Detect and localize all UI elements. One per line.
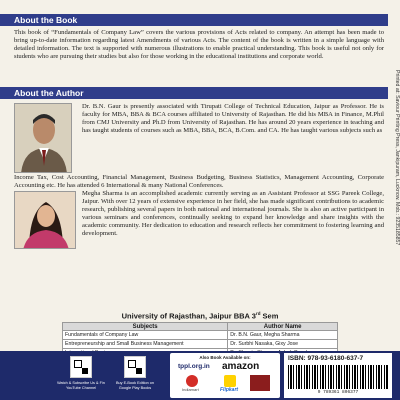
- subject-cell: Entrepreneurship and Small Business Management: [63, 340, 228, 349]
- author-photo-gaur: [14, 103, 72, 173]
- table-row: [63, 340, 338, 349]
- flipkart-logo[interactable]: Flipkart: [220, 387, 239, 393]
- subject-cell: Fundamentals of Company Law: [63, 331, 228, 340]
- about-book-heading: About the Book: [0, 14, 388, 26]
- series-table-header: [63, 323, 338, 331]
- author-photo-sharma: [14, 191, 76, 249]
- author-bio-sharma: Megha Sharma is an accomplished academic currently serving as an Assistant Professor at SSG Pareek College, Jaipur. With over 12 years of extensive experience in her field, she has made significant contributions to academic research, publishing several papers in both national and international journals. She is also an active participant in various seminars and conferences, continually seeking to expand her knowledge and share insights with the academic community. Her dedication to education and research reflects her commitment to fostering learning and development.: [82, 190, 384, 238]
- indiamart-logo[interactable]: Indiamart: [182, 387, 199, 392]
- available-on-title: Also Book Available on:: [199, 355, 251, 360]
- youtube-qr-code[interactable]: [70, 356, 92, 378]
- available-on-box: [170, 353, 280, 398]
- barcode-digits: 9 789361 806377: [317, 390, 359, 395]
- column-header: Author Name: [228, 323, 338, 331]
- isbn-label: ISBN: 978-93-6180-637-7: [288, 355, 364, 362]
- table-row: [63, 331, 338, 340]
- publisher-logo-icon: [250, 375, 270, 391]
- author-bio-gaur-cont: Income Tax, Cost Accounting, Financial Management, Business Budgeting, Business Statistics, Management Accounting, Corporate Accounting etc. He has attended 6 International & many National Conferences.: [14, 174, 384, 190]
- printer-note: Printed at: Saviour Printing Press, Jankipuram, Lucknow. Mob.: 9235185857: [394, 70, 400, 246]
- barcode-icon: [288, 365, 388, 389]
- column-header: Subjects: [63, 323, 228, 331]
- about-book-text: This book of “Fundamentals of Company Law” covers the various provisions of Acts related to company. An attempt has been made to bring up-to-date information regarding latest Amendments of various Acts. The content of the book is written in a simple language with detailed information. The text is supported with numerous illustrations to enable practical understanding. This book is useful not only for students who are pursuing their studies but also for those working in the educational institutions and corporate world.: [14, 29, 384, 61]
- about-author-heading: About the Author: [0, 87, 388, 99]
- google-play-qr-caption: Buy E-Book Edition on Google Play Books: [116, 381, 154, 390]
- author-bio-gaur: Dr. B.N. Gaur is presently associated with Tirupati College of Technical Education, Jaipur as Professor. He is faculty for MBA, BBA & BCA courses affiliated to University of Rajasthan. He did his MBA in Finance, M.Phil from CMJ University and Ph.D from University of Rajasthan. He has around 20 years experience in teaching and has taught students of courses such as MBA, BBA, BCA, B.Com. and CA. He has taught various subjects such as: [82, 103, 384, 135]
- author-cell: Dr. B.N. Gaur, Megha Sharma: [228, 331, 338, 340]
- indiamart-icon: [186, 375, 198, 387]
- youtube-qr-caption: Watch & Subscribe Us & Fin YouTube Channel: [57, 381, 105, 390]
- amazon-logo[interactable]: amazon: [222, 361, 260, 372]
- series-title: University of Rajasthan, Jaipur BBA 3rd Sem: [121, 311, 279, 321]
- isbn-box: [284, 353, 392, 398]
- tppl-link[interactable]: tppl.org.in: [178, 363, 210, 370]
- google-play-qr-code[interactable]: [124, 356, 146, 378]
- flipkart-icon: [224, 375, 236, 387]
- author-cell: Dr. Surbhi Nasaka, Gixy Jose: [228, 340, 338, 349]
